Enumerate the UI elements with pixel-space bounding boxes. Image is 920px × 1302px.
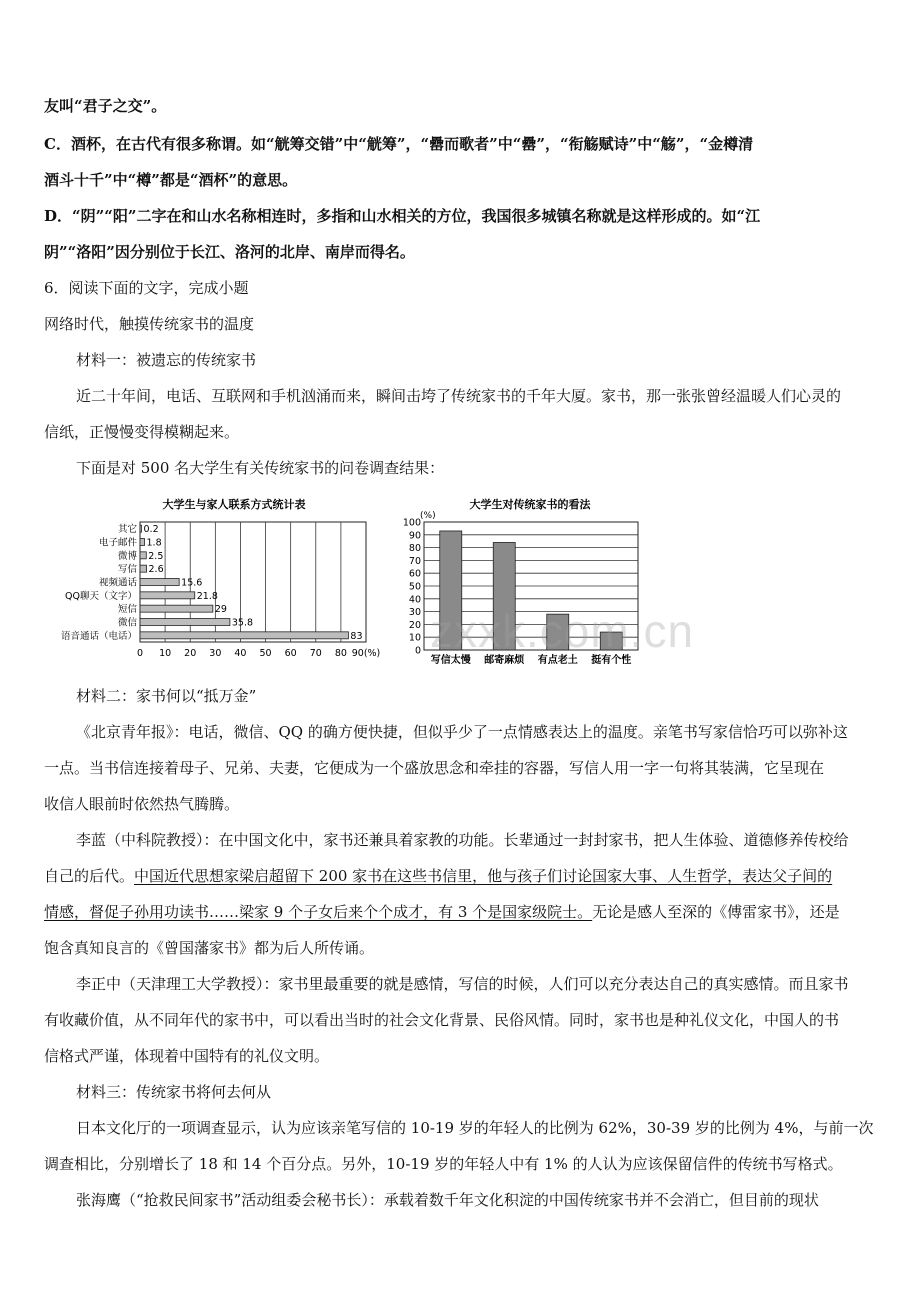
chart2-y-tick: 30 — [408, 607, 421, 619]
chart1-bar — [140, 579, 179, 586]
chart1-bar — [140, 525, 142, 532]
option-c-line2: 酒斗十千”中“樽”都是“酒杯”的意思。 — [44, 171, 298, 189]
paragraph-1-line1: 近二十年间，电话、互联网和手机汹涌而来，瞬间击垮了传统家书的千年大厦。家书，那一张张曾经温暖人们心灵的 — [76, 387, 842, 405]
paragraph-4-line1: 李蓝（中科院教授）：在中国文化中，家书还兼具着家教的功能。长辈通过一封封家书，把人生体验、道德修养传校给 — [76, 831, 849, 849]
paragraph-5-line1: 李正中（天津理工大学教授）：家书里最重要的就是感情，写信的时候，人们可以充分表达自己的真实感情。而且家书 — [76, 975, 849, 993]
chart1-bar — [140, 565, 147, 572]
chart1-bar — [140, 592, 195, 599]
material-2-heading: 材料二：家书何以“抵万金” — [76, 687, 257, 705]
chart1-x-tick: 0 — [136, 648, 144, 659]
paragraph-3-line3: 收信人眼前时依然热气腾腾。 — [44, 795, 240, 813]
chart1-bar — [140, 539, 145, 546]
survey-intro: 下面是对 500 名大学生有关传统家书的问卷调查结果： — [76, 459, 445, 477]
chart1-x-tick: 70 — [309, 648, 322, 659]
passage-title: 网络时代，触摸传统家书的温度 — [44, 315, 255, 333]
chart1-value-label: 0.2 — [143, 524, 159, 536]
chart2-y-tick: 100 — [402, 517, 421, 529]
chart2-category-label: 有点老土 — [537, 655, 578, 666]
chart1-category-label: 电子邮件 — [98, 537, 137, 549]
chart1-bar — [140, 632, 348, 639]
option-d-line1: D．“阴”“阳”二字在和山水名称相连时，多指和山水相关的方位，我国很多城镇名称就是这样形成的。如“江 — [44, 207, 761, 225]
paragraph-6-line1: 日本文化厅的一项调查显示，认为应该亲笔写信的 10-19 岁的年轻人的比例为 62%，30-39 岁的比例为 4%，与前一次 — [76, 1119, 874, 1137]
underlined-sentence-part1: 中国近代思想家梁启超留下 200 家书在这些书信里，他与孩子们讨论国家大事、人生哲学，表达父子间的 — [134, 867, 833, 885]
chart1-value-label: 83 — [350, 630, 363, 642]
chart1-value-label: 2.5 — [148, 550, 164, 562]
paragraph-3-line1: 《北京青年报》：电话，微信、QQ 的确方便快捷，但似乎少了一点情感表达上的温度。亲笔书写家信恰巧可以弥补这 — [76, 723, 848, 741]
paragraph-4-line4: 饱含真知良言的《曾国藩家书》都为后人所传诵。 — [44, 939, 375, 957]
chart1-x-tick: 20 — [184, 648, 197, 659]
chart1-x-tick: 60 — [284, 648, 297, 659]
chart1-category-label: 语音通话（电话） — [60, 630, 137, 642]
watermark: zxxk.com.cn — [430, 605, 695, 657]
chart2-y-tick: 60 — [408, 568, 421, 580]
option-d-line2: 阴”“洛阳”因分别位于长江、洛河的北岸、南岸而得名。 — [44, 243, 415, 261]
contact-methods-chart — [44, 492, 384, 670]
chart1-x-tick: 40 — [234, 648, 247, 659]
paragraph-5-line2: 有收藏价值，从不同年代的家书中，可以看出当时的社会文化背景、民俗风情。同时，家书也是种礼仪文化，中国人的书 — [44, 1011, 840, 1029]
paragraph-7-line1: 张海鹰（“抢救民间家书”活动组委会秘书长）：承载着数千年文化积淀的中国传统家书并不会消亡，但目前的现状 — [76, 1191, 819, 1209]
chart1-bar — [140, 605, 213, 612]
option-c-line1: C．酒杯，在古代有很多称谓。如“觥筹交错”中“觥筹”，“罍而歌者”中“罍”，“衔觞赋诗”中“觞”，“金樽清 — [44, 135, 754, 153]
chart2-title: 大学生对传统家书的看法 — [469, 498, 591, 511]
chart2-y-tick: 80 — [408, 543, 421, 555]
chart1-category-label: 微信 — [117, 617, 137, 629]
paragraph-1-line2: 信纸，正慢慢变得模糊起来。 — [44, 423, 240, 441]
chart1-category-label: 写信 — [117, 564, 137, 576]
chart1-title: 大学生与家人联系方式统计表 — [162, 498, 306, 511]
chart2-y-tick: 40 — [408, 594, 421, 606]
question-6: 6．阅读下面的文字，完成小题 — [44, 279, 249, 297]
chart1-category-label: 短信 — [117, 604, 137, 616]
paragraph-4-line2-plain: 自己的后代。 — [44, 867, 135, 885]
chart2-ylabel: (%) — [420, 511, 436, 521]
chart1-bar — [140, 619, 230, 626]
chart2-y-tick: 0 — [414, 645, 421, 657]
chart1-bar — [140, 552, 146, 559]
chart2-y-tick: 70 — [408, 555, 421, 567]
paragraph-4-line3-plain: 无论是感人至深的《傅雷家书》，还是 — [592, 903, 840, 921]
chart1-x-tick: 90(%) — [351, 648, 381, 659]
chart1-value-label: 29 — [214, 604, 227, 616]
chart1-value-label: 1.8 — [146, 537, 162, 549]
chart1-category-label: QQ聊天（文字） — [65, 590, 137, 602]
chart1-x-tick: 30 — [209, 648, 222, 659]
chart1-category-label: 微博 — [117, 550, 137, 562]
chart2-category-label: 邮寄麻烦 — [484, 655, 525, 666]
chart2-category-label: 写信太慢 — [430, 655, 471, 666]
chart2-y-tick: 10 — [408, 632, 421, 644]
chart2-category-label: 挺有个性 — [591, 655, 632, 666]
material-1-heading: 材料一：被遗忘的传统家书 — [76, 351, 257, 369]
chart1-value-label: 21.8 — [196, 590, 218, 602]
paragraph-6-line2: 调查相比，分别增长了 18 和 14 个百分点。另外，10-19 岁的年轻人中有 1% 的人认为应该保留信件的传统书写格式。 — [44, 1155, 843, 1173]
paragraph-5-line3: 信格式严谨，体现着中国特有的礼仪文明。 — [44, 1047, 330, 1065]
chart1-value-label: 15.6 — [181, 577, 203, 589]
option-b-tail: 友叫“君子之交”。 — [44, 97, 167, 115]
chart2-y-tick: 20 — [408, 619, 421, 631]
paragraph-4-line3 — [44, 902, 880, 922]
chart1-x-tick: 80 — [334, 648, 347, 659]
chart1-value-label: 2.6 — [148, 564, 164, 576]
chart1-category-label: 其它 — [117, 524, 137, 536]
chart1-category-label: 视频通话 — [98, 577, 137, 589]
underlined-sentence-part2: 情感，督促子孙用功读书……梁家 9 个子女后来个个成才，有 3 个是国家级院士。 — [44, 903, 593, 921]
paragraph-4-line2 — [44, 866, 880, 886]
material-3-heading: 材料三：传统家书将何去何从 — [76, 1083, 272, 1101]
chart2-y-tick: 90 — [408, 530, 421, 542]
paragraph-3-line2: 一点。当书信连接着母子、兄弟、夫妻，它便成为一个盛放思念和牵挂的容器，写信人用一字一句将其装满，它呈现在 — [44, 759, 825, 777]
chart2-y-tick: 50 — [408, 581, 421, 593]
chart1-x-tick: 50 — [259, 648, 272, 659]
chart1-value-label: 35.8 — [231, 617, 254, 629]
chart1-x-tick: 10 — [159, 648, 172, 659]
